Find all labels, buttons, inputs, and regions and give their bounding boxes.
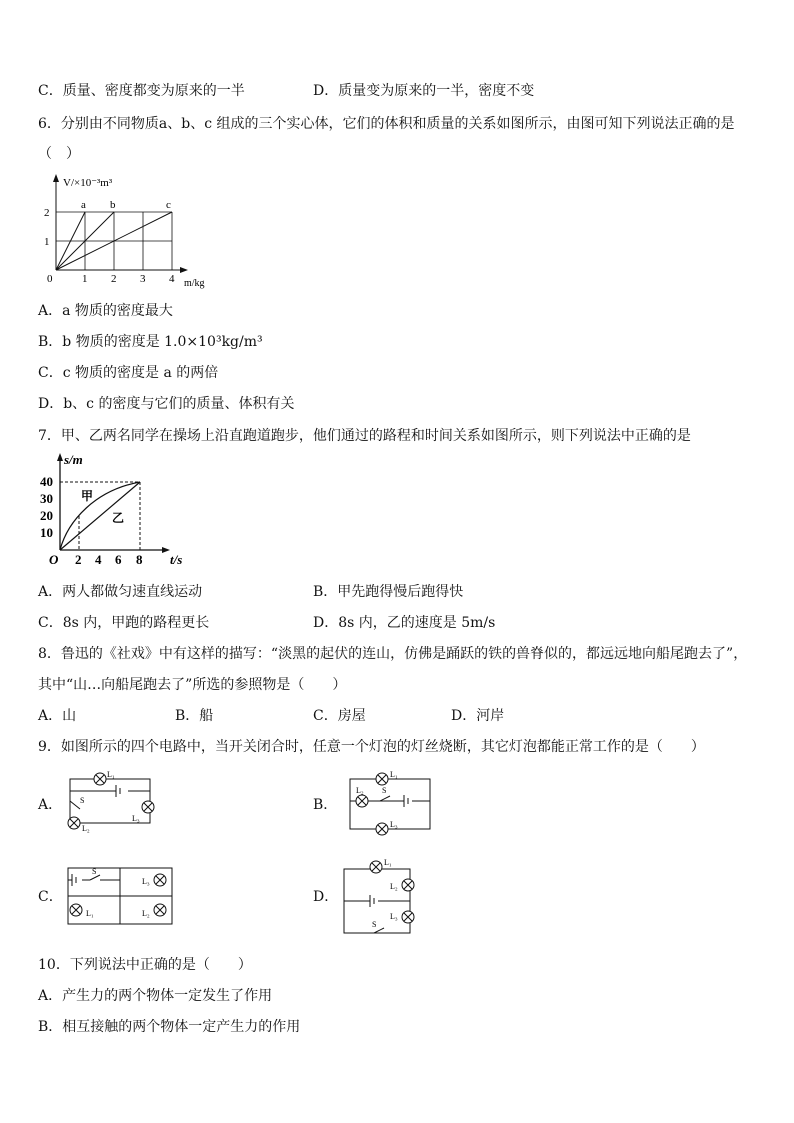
q7-label-yi: 乙 <box>112 511 125 525</box>
q7-ytick-30: 30 <box>40 491 53 506</box>
q9a-L2: L₂ <box>82 824 90 833</box>
q8-stem-line1: 8．鲁迅的《社戏》中有这样的描写：“淡黑的起伏的连山，仿佛是踊跃的铁的兽脊似的，都远远地向船尾跑去了”， <box>38 646 748 662</box>
q7-origin: O <box>49 552 59 567</box>
q7-x-arrow <box>162 547 170 553</box>
q8-option-a: A．山 <box>38 708 77 724</box>
q8-option-d: D．河岸 <box>451 708 505 724</box>
q6-xlabel: m/kg <box>184 278 205 289</box>
q9d-L3: L₃ <box>390 912 398 921</box>
q7-label-jia: 甲 <box>81 489 94 503</box>
q6-ylabel: V/×10⁻³m³ <box>63 177 113 189</box>
q9b-L2: L₂ <box>356 786 364 795</box>
q9b-L3: L₃ <box>390 820 398 829</box>
q9-label-c: C． <box>38 889 63 905</box>
q7-ytick-20: 20 <box>40 508 53 523</box>
q9-circuit-c <box>60 860 180 935</box>
q6-ytick-1: 1 <box>44 236 50 248</box>
q9a-L1: L₁ <box>107 770 115 779</box>
q6-series-label-a: a <box>81 199 86 211</box>
q7-ylabel: s/m <box>64 452 83 467</box>
q9c-L2: L₂ <box>142 909 150 918</box>
q9-label-a: A． <box>38 797 63 813</box>
q6-xtick-1: 1 <box>82 273 88 285</box>
q7-option-c: C．8s 内，甲跑的路程更长 <box>38 615 210 631</box>
q7-xlabel: t/s <box>170 552 183 567</box>
q9d-L1: L₁ <box>384 858 392 867</box>
q8-option-b: B．船 <box>175 708 214 724</box>
q9b-L1: L₁ <box>390 770 398 779</box>
q6-stem: 6．分别由不同物质a、b、c 组成的三个实心体，它们的体积和质量的关系如图所示，由图可知下列说法正确的是 <box>38 116 735 132</box>
q6-paren: （ ） <box>38 146 80 162</box>
q7-ytick-10: 10 <box>40 525 53 540</box>
q10-option-b: B．相互接触的两个物体一定产生力的作用 <box>38 1019 301 1035</box>
q5-option-d: D．质量变为原来的一半，密度不变 <box>313 83 535 99</box>
q9-circuit-d <box>340 855 430 940</box>
q7-option-b: B．甲先跑得慢后跑得快 <box>313 584 464 600</box>
q6-option-c: C．c 物质的密度是 a 的两倍 <box>38 365 219 381</box>
q6-series-label-b: b <box>110 199 116 211</box>
q6-option-a: A．a 物质的密度最大 <box>38 303 173 319</box>
q9b-S: S <box>382 786 387 795</box>
q7-ytick-40: 40 <box>40 474 53 489</box>
q6-ytick-2: 2 <box>44 207 50 219</box>
q9d-S: S <box>372 920 377 929</box>
q6-y-arrow <box>53 174 59 182</box>
q7-option-a: A．两人都做匀速直线运动 <box>38 584 203 600</box>
q9c-L3: L₃ <box>142 877 150 886</box>
q6-option-b: B．b 物质的密度是 1.0×10³kg/m³ <box>38 334 263 350</box>
q9c-L1: L₁ <box>86 909 94 918</box>
q6-option-d: D．b、c 的密度与它们的质量、体积有关 <box>38 396 295 412</box>
q7-distance-time-chart <box>36 450 196 572</box>
q6-origin: 0 <box>47 273 53 285</box>
q7-stem: 7．甲、乙两名同学在操场上沿直跑道跑步，他们通过的路程和时间关系如图所示，则下列说法中正确的是 <box>38 428 691 444</box>
q9d-L2: L₂ <box>390 882 398 891</box>
q7-curve-yi <box>60 482 140 550</box>
q6-xtick-2: 2 <box>111 273 117 285</box>
q7-xtick-6: 6 <box>115 552 122 567</box>
q10-stem: 10．下列说法中正确的是（ ） <box>38 957 252 973</box>
q10-option-a: A．产生力的两个物体一定发生了作用 <box>38 988 273 1004</box>
q7-option-d: D．8s 内，乙的速度是 5m/s <box>313 615 496 631</box>
q6-xtick-4: 4 <box>169 273 175 285</box>
q7-y-arrow <box>57 453 63 461</box>
q6-series-label-c: c <box>166 199 171 211</box>
q7-xtick-2: 2 <box>75 552 82 567</box>
q9c-S: S <box>92 867 97 876</box>
q6-density-chart <box>36 172 226 292</box>
q9-circuit-a <box>60 765 160 840</box>
q8-option-c: C．房屋 <box>313 708 366 724</box>
q9a-L3: L₃ <box>132 814 140 823</box>
q9-stem: 9．如图所示的四个电路中，当开关闭合时，任意一个灯泡的灯丝烧断，其它灯泡都能正常工作的是（ ） <box>38 739 705 755</box>
q9a-S: S <box>80 796 85 805</box>
q9-label-b: B． <box>313 797 338 813</box>
q6-x-arrow <box>180 267 188 273</box>
q5-option-c: C．质量、密度都变为原来的一半 <box>38 83 245 99</box>
q6-xtick-3: 3 <box>140 273 146 285</box>
q9-circuit-b <box>340 765 440 840</box>
q7-xtick-8: 8 <box>136 552 143 567</box>
q8-stem-line2: 其中“山…向船尾跑去了”所选的参照物是（ ） <box>38 677 347 693</box>
q9-label-d: D． <box>313 889 339 905</box>
q7-xtick-4: 4 <box>95 552 102 567</box>
